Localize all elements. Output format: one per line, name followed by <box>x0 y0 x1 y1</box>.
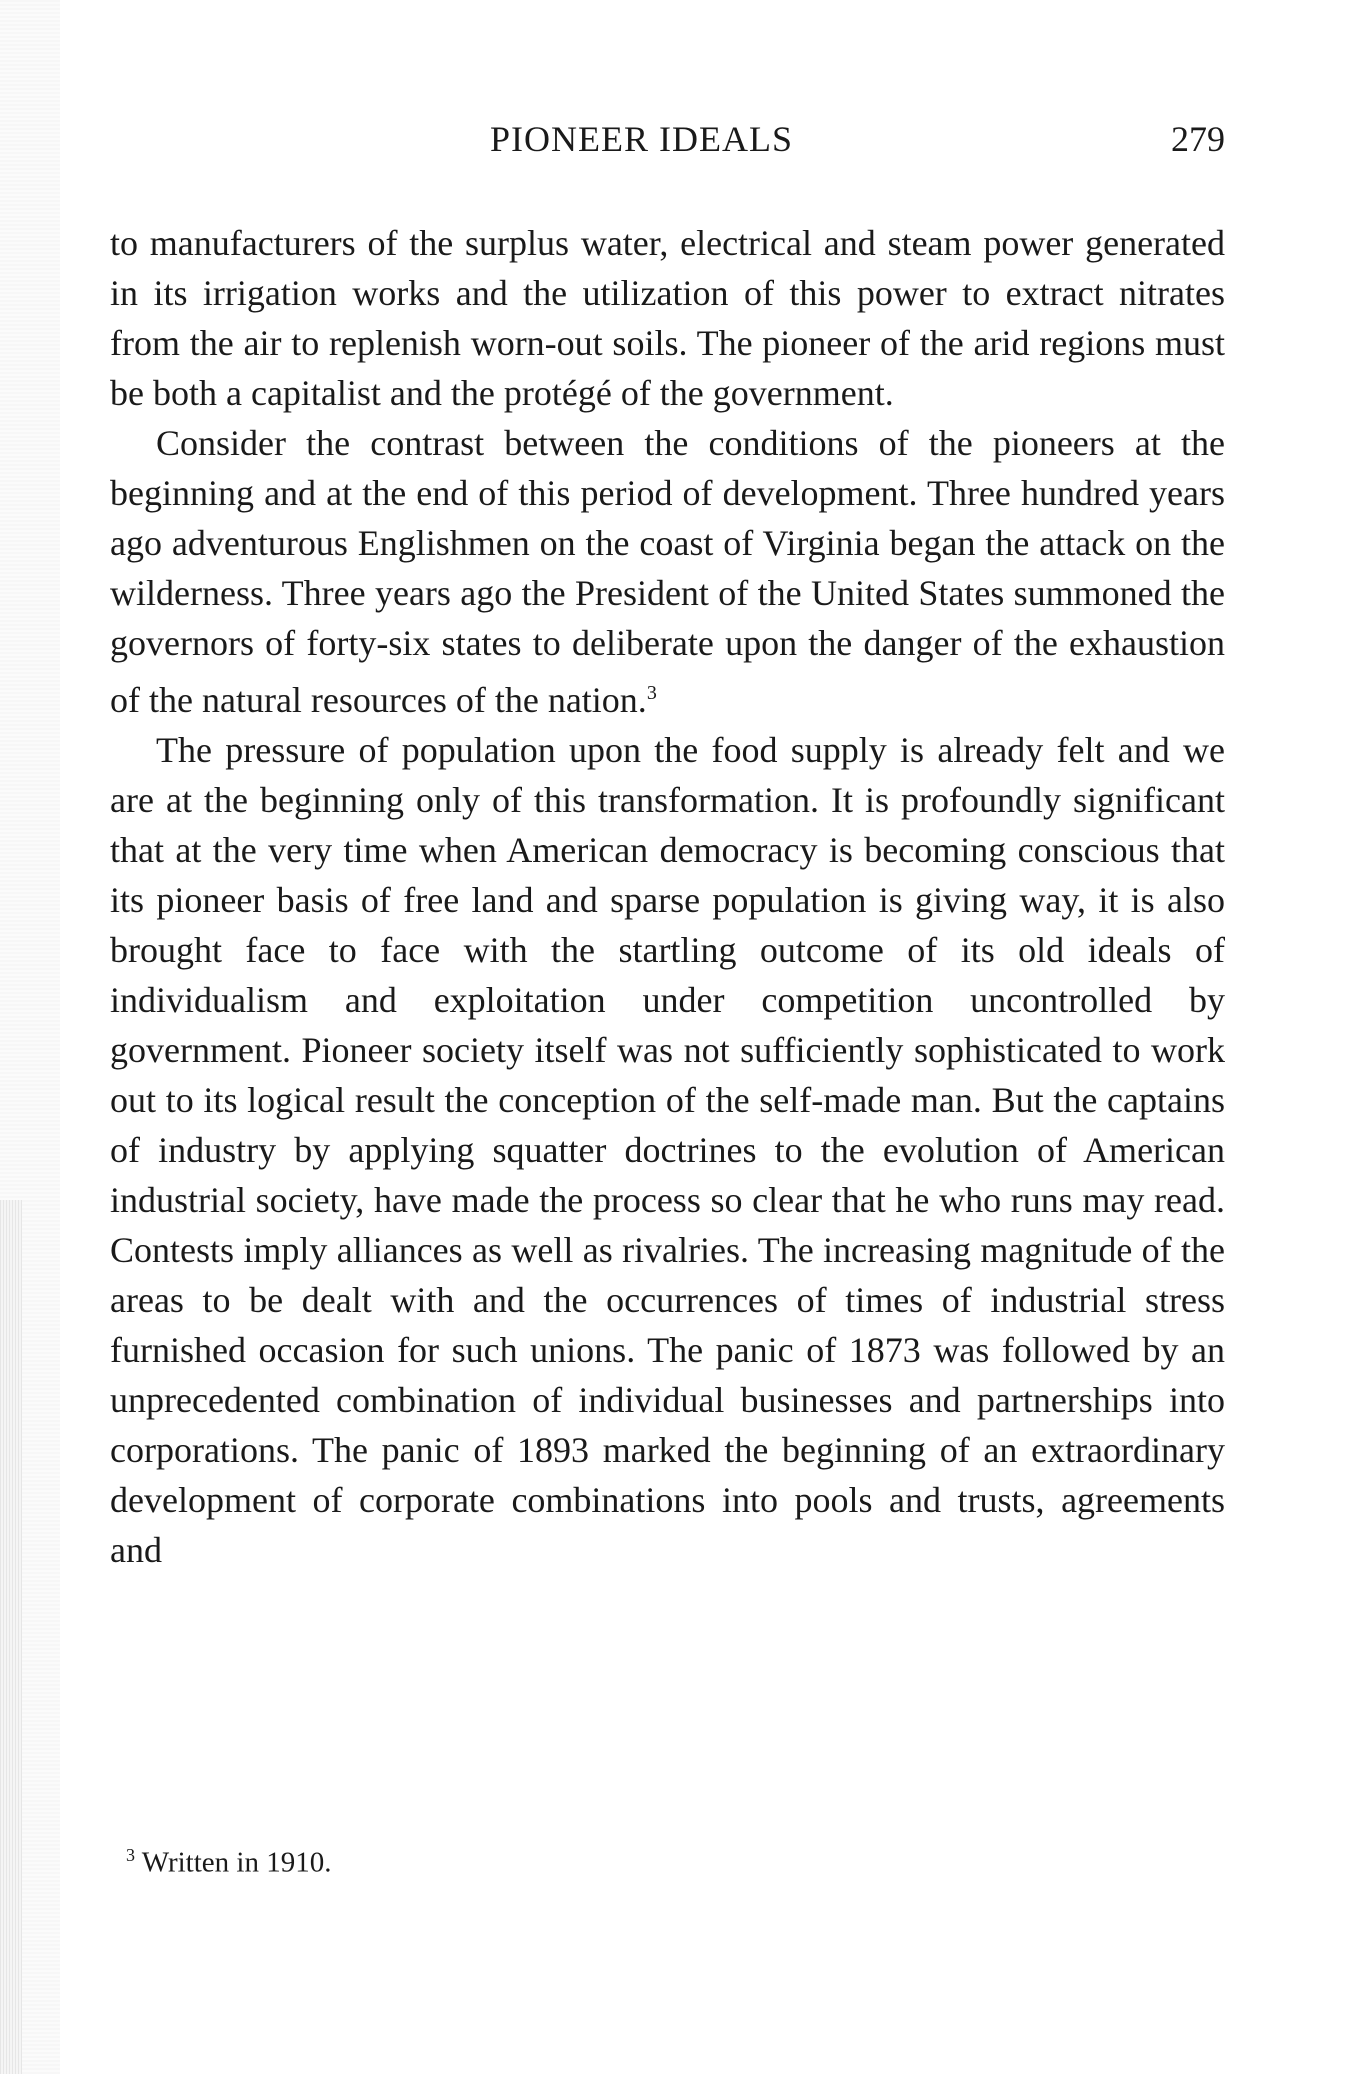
scan-edge <box>0 0 60 2074</box>
paragraph-text: Consider the contrast between the conditions of the pioneers at the beginning and at the end of this period of development. Three hundred years ago adventurous Englishmen on the coast of Virginia began the attack on the wilderness. Three years ago the President of the United States summoned the governors of forty-six states to deliberate upon the danger of the exhaustion of the natural resources of the nation. <box>110 423 1225 720</box>
book-page <box>110 0 1225 2074</box>
running-title: PIONEER IDEALS <box>490 119 793 159</box>
footnote <box>110 1835 1241 1883</box>
paragraph <box>110 725 1225 1575</box>
paragraph <box>110 218 1225 418</box>
page-number: 279 <box>1171 119 1225 159</box>
paragraph-text: The pressure of population upon the food supply is already felt and we are at the beginning only of this transformation. It is profoundly significant that at the very time when American democracy is becoming conscious that its pioneer basis of free land and sparse population is giving way, it is also brought face to face with the startling outcome of its old ideals of individualism and exploitation under competition uncontrolled by government. Pioneer society itself was not sufficiently sophisticated to work out to its logical result the conception of the self-made man. But the captains of industry by applying squatter doctrines to the evolution of American industrial society, have made the process so clear that he who runs may read. Contests imply alliances as well as rivalries. The increasing magnitude of the areas to be dealt with and the occurrences of times of industrial stress furnished occasion for such unions. The panic of 1873 was followed by an unprecedented combination of individual businesses and partnerships into corporations. The panic of 1893 marked the beginning of an extraordinary development of corporate combinations into pools and trusts, agreements and <box>110 730 1225 1570</box>
footnote-reference: 3 <box>646 682 657 704</box>
page-header <box>110 118 1225 168</box>
footnote-marker: 3 <box>126 1845 135 1865</box>
paragraph <box>110 418 1225 725</box>
paragraph-text: to manufacturers of the surplus water, electrical and steam power generated in its irrigation works and the utilization of this power to extract nitrates from the air to replenish worn-out soils. The pioneer of the arid regions must be both a capitalist and the protégé of the government. <box>110 223 1225 413</box>
footnote-text: Written in 1910. <box>141 1846 332 1879</box>
body-text <box>110 218 1225 1575</box>
